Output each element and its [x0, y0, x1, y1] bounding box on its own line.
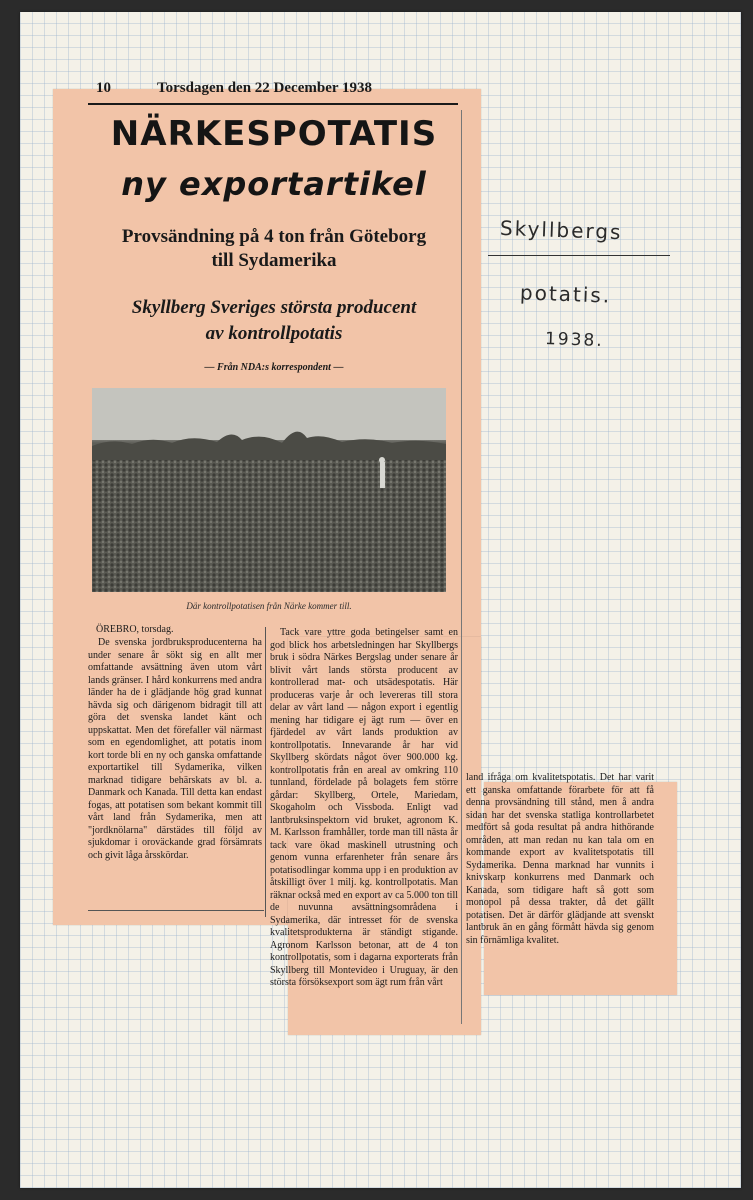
headline-line-2: ny exportartikel [121, 165, 427, 203]
article-column-1: De svenska jordbruksproducenterna ha under senare år sökt sig en allt mer omfattande avsättning även utom vårt lands gränser. I hård konkurrens med andra länder ha de i glädjande hög grad kunnat hävda sig och därigenom bidragit till att göra det svenska landet känt och uppskattat. Men det förefaller väl närmast som en egendomlighet, att potatis inom kort torde bli en ny och ganska omfattande exportartikel till Sydamerika, vilken marknad tidigare behärskats av bl. a. Danmark och Kanada. Till detta kan endast fogas, att potatisen som bekant kommit till vårt land från Sydamerika, men att "jordknölarna" därstädes till följd av sjukdomar i oroväckande grad försämrats och givit låga årsskördar. [88, 637, 262, 861]
subheading-2 [88, 295, 460, 347]
article-column-2: Tack vare yttre goda betingelser samt en god blick hos arbetsledningen har Skyllbergs bruk i södra Närkes Bergslag under senare år blivit vårt lands största producent av kontrollerad mat- och utsädespotatis. Här produceras varje år och levereras till stora delar av vårt land — någon export i egentlig mening har tidigare ej ägt rum — över en fjärdedel av vårt lands produktion av kontrollpotatis. Innevarande år har vid Skyllberg skördats något över 900.000 kg. kontrollpotatis från en areal av omkring 110 tunnland, fördelade på bolagets fem större gårdar: Skyllberg, Ortele, Mariedam, Skogaholm och Vissboda. Enligt vad lantbruksinspektorn vid bruket, agronom K. M. Karlsson framhåller, torde man till nästa år tack vare ökad maskinell utrustning och genom vunna erfarenheter från senare års potatisodlingar komma upp i en produktion av åtskilligt över 1 milj. kg. kontrollpotatis. Man räknar också med en export av ca 5.000 ton till de nuvunna avsättningsområdena i Sydamerika, där intresset för de svenska kvalitetsprodukterna är ständigt stigande. Agronom Karlsson betonar, att de 4 ton kontrollpotatis, som i dagarna exporterats från Skyllberg till Montevideo i Uruguay, är den största försöksexport som ägt rum från vårt [270, 627, 458, 988]
column-divider [265, 627, 266, 917]
handwritten-note-line-3: 1938. [544, 328, 605, 352]
subheading-2-line-a: Skyllberg Sveriges största producent [131, 297, 417, 318]
field-photograph [92, 388, 446, 592]
subheading-1 [88, 225, 460, 273]
column-end-rule [88, 910, 264, 911]
subheading-1-line-b: till Sydamerika [211, 250, 337, 271]
handwritten-note-line-2: potatis. [519, 280, 612, 308]
article-column-3: land ifråga om kvalitetspotatis. Det har varit ett ganska omfattande förarbete för att få denna provsändning till stånd, men å andra sidan har det svenska statliga kontrollarbetet medfört så goda resultat på andra hithörande områden, att man redan nu kan tala om en kommande export av kvalitetspotatis till Sydamerika. Denna marknad har vunnits i knivskarp konkurrens med Danmark och Kanada, som tidigare haft så gott som monopol på dessa trakter, då det gällt potatisen. Det är därför glädjande att svenskt lantbruk än en gång förmått hävda sig genom sin förnämliga kvalitet. [466, 772, 654, 946]
dateline: Torsdagen den 22 December 1938 [157, 80, 372, 96]
subheading-1-line-a: Provsändning på 4 ton från Göteborg [121, 226, 427, 247]
field-photo-drawing [92, 388, 446, 592]
subheading-2-line-b: av kontrollpotatis [205, 323, 343, 344]
headline-line-1: NÄRKESPOTATIS [110, 114, 438, 154]
handwritten-underline [488, 255, 670, 256]
article-dateline: ÖREBRO, torsdag. [96, 624, 174, 635]
header-rule [88, 103, 458, 105]
clipping-edge-rule [461, 110, 462, 1024]
page-number: 10 [96, 80, 111, 96]
photo-caption: Där kontrollpotatisen från Närke kommer till. [186, 601, 352, 611]
byline: — Från NDA:s korrespondent — [204, 362, 344, 373]
handwritten-note-line-1: Skyllbergs [499, 215, 623, 245]
